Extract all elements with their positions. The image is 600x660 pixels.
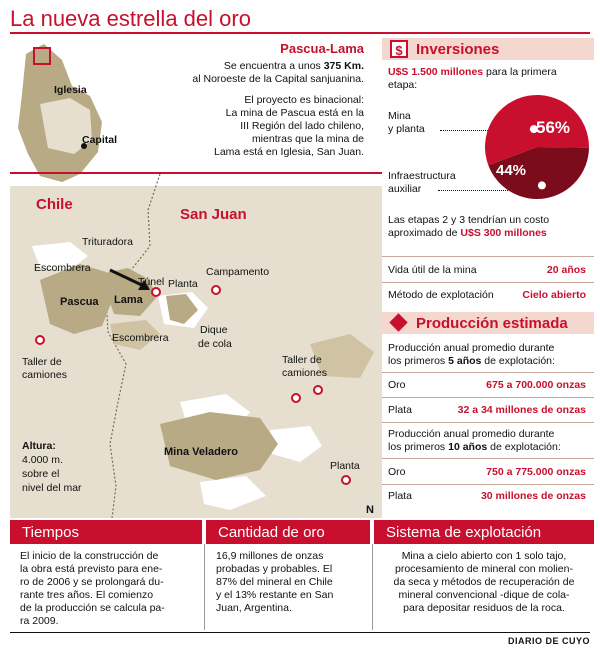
plata2-value: 30 millones de onzas <box>480 490 586 502</box>
credit: DIARIO DE CUYO <box>507 636 590 646</box>
pie-marker <box>538 181 546 189</box>
sistema-body: Mina a cielo abierto con 1 solo tajo, procesamiento de mineral con molien- da seca y métodos de recuperación de mineral convencional -dique de cola- para depositar residuos de la roca. <box>393 550 575 614</box>
label-planta: Planta <box>168 278 198 290</box>
intro-box: Pascua-Lama Se encuentra a unos 375 Km. al Noroeste de la Capital sanjuanina. El proyecto es binacional: La mina de Pascua está en la III Región del lado chileno, mientras que la mina de Lama está en Iglesia, San Juan. <box>140 38 370 172</box>
intro-p1: Se encuentra a unos 375 Km. <box>223 60 364 72</box>
intro-heading: Pascua-Lama <box>280 41 364 56</box>
taller-marker <box>314 386 322 394</box>
metodo-label: Método de explotación <box>388 289 494 301</box>
locator-capital: Capital <box>82 134 118 146</box>
pie-chart <box>482 92 592 202</box>
label-campamento: Campamento <box>206 266 270 278</box>
label-altura-d: nivel del mar <box>22 482 82 494</box>
sistema-header: Sistema de explotación <box>374 520 594 544</box>
inversiones-intro: U$S 1.500 millones para la primera <box>388 66 557 78</box>
page-title: La nueva estrella del oro <box>10 6 251 31</box>
cantidad-body: 16,9 millones de onzas probadas y probables. El 87% del mineral en Chile y el 13% restante en San Juan, Argentina. <box>216 550 334 614</box>
metodo-value: Cielo abierto <box>522 289 586 301</box>
vida-value: 20 años <box>546 264 586 276</box>
p10-line: los primeros 10 años de explotación: <box>388 441 561 453</box>
divider <box>204 544 205 630</box>
produccion-header: Producción estimada <box>382 312 594 334</box>
divider <box>372 544 373 630</box>
north-arrow: N <box>366 504 374 516</box>
label-dique: Dique <box>200 324 228 336</box>
label-escombrera-2: Escombrera <box>112 332 169 344</box>
diamond-icon <box>389 313 407 331</box>
label-infra-b: auxiliar <box>388 183 422 195</box>
label-veladero: Mina Veladero <box>164 446 238 458</box>
taller-marker <box>36 336 44 344</box>
label-altura-c: sobre el <box>22 468 60 480</box>
planta-marker <box>152 288 160 296</box>
label-de-cola: de cola <box>198 338 232 350</box>
label-taller-b: camiones <box>22 369 67 381</box>
label-infra: Infraestructura <box>388 170 456 182</box>
pct-infra: 44% <box>496 162 527 179</box>
label-tunel: Túnel <box>138 276 165 288</box>
label-chile: Chile <box>36 196 73 213</box>
etapas-line: aproximado de U$S 300 millones <box>388 227 547 239</box>
label-taller2-a: Taller de <box>282 354 322 366</box>
label-taller-a: Taller de <box>22 356 62 368</box>
label-altura-value: 4.000 m. <box>22 454 63 466</box>
dollar-icon: $ <box>390 40 408 58</box>
campamento-marker <box>212 286 220 294</box>
label-planta-2: Planta <box>330 460 360 472</box>
pct-mina: 56% <box>536 118 571 137</box>
locator-iglesia: Iglesia <box>54 84 87 96</box>
label-escombrera: Escombrera <box>34 262 91 274</box>
cantidad-header: Cantidad de oro <box>206 520 370 544</box>
vida-label: Vida útil de la mina <box>388 264 477 276</box>
label-taller2-b: camiones <box>282 367 327 379</box>
label-lama: Lama <box>114 294 143 306</box>
info-panel: $ Inversiones U$S 1.500 millones para la primera etapa: Mina y planta Infraestructura auxiliar 56% 44% Las etapas 2 y 3 tendrían un costo aproximado de U$S 300 millones Vida útil de la mina 20 años Método de explotación Cielo abierto Producción estimada Producción anual promedio durante los primeros 5 años de explotación: Oro 675 a 700.000 onzas Plata 32 a 34 millones de onzas Producción anual promedio durante los primeros 10 años de explotación: Oro 750 a 775.000 onzas Plata 30 millones de onzas <box>382 34 594 518</box>
label-mina-b: y planta <box>388 123 425 135</box>
oro2-value: 750 a 775.000 onzas <box>486 466 586 478</box>
label-altura: Altura: <box>22 440 56 452</box>
label-pascua: Pascua <box>60 296 99 308</box>
planta2-marker <box>342 476 350 484</box>
veladero-marker <box>292 394 300 402</box>
plata1-value: 32 a 34 millones de onzas <box>457 404 586 416</box>
map-divider <box>10 172 382 174</box>
p5-line: los primeros 5 años de explotación: <box>388 355 555 367</box>
inversiones-header: $ Inversiones <box>382 38 594 60</box>
label-san-juan: San Juan <box>180 206 247 223</box>
tiempos-header: Tiempos <box>10 520 202 544</box>
label-trituradora: Trituradora <box>82 236 133 248</box>
tiempos-body: El inicio de la construcción de la obra está previsto para ene- ro de 2006 y se prolongará du- rante tres años. El comienzo de la producción se calcula pa- ra 2009. <box>20 550 165 627</box>
label-mina: Mina <box>388 110 411 122</box>
footer-rule <box>10 632 590 633</box>
oro1-value: 675 a 700.000 onzas <box>486 379 586 391</box>
